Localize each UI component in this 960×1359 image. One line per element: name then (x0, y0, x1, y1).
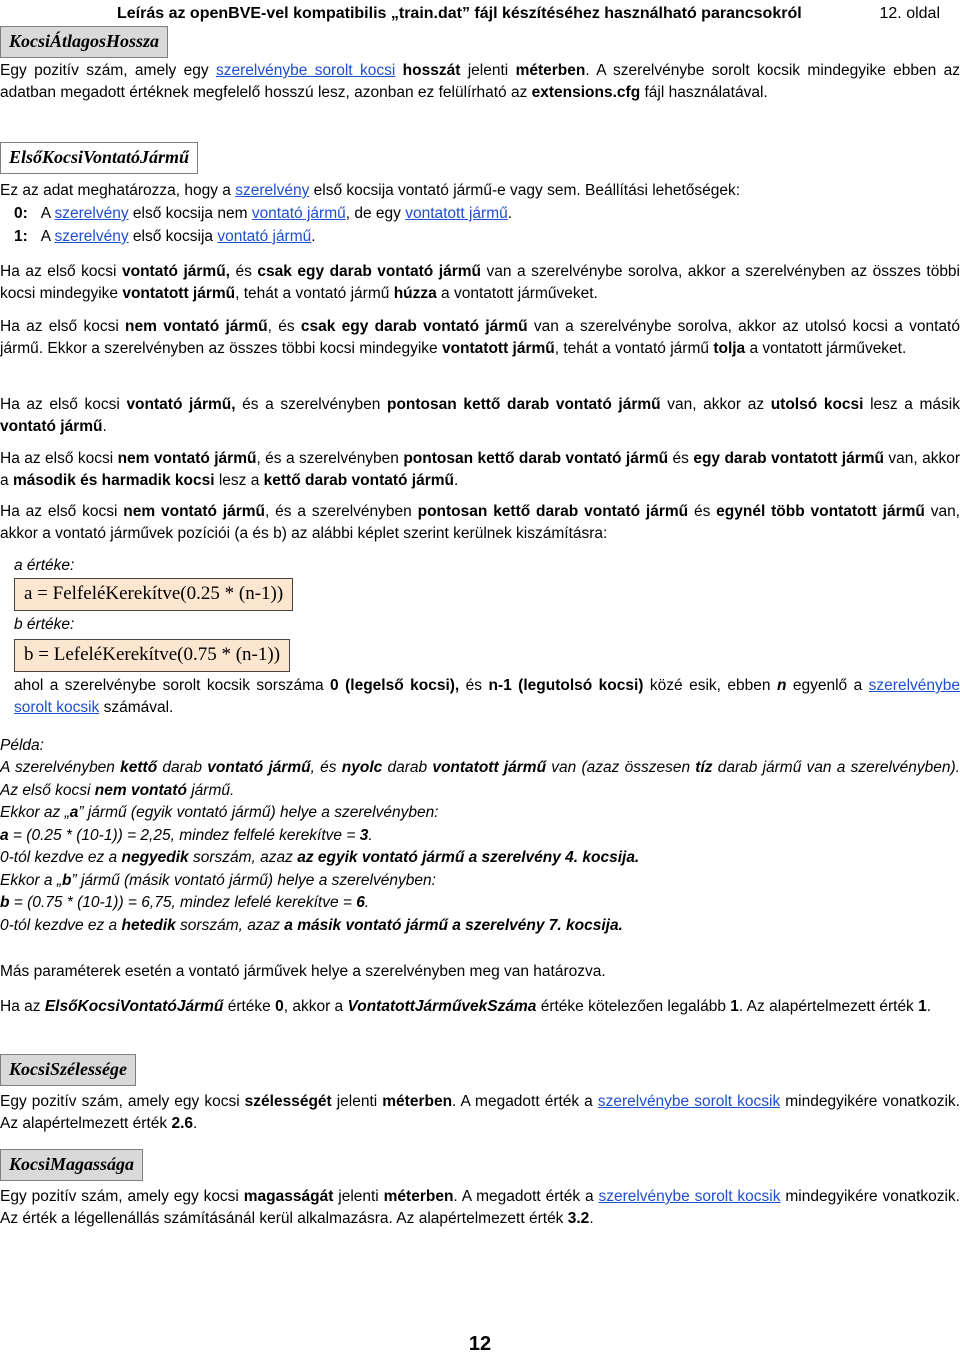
other-params-paragraph: Más paraméterek esetén a vontató járművek helye a szerelvényben meg van határozva. (0, 963, 606, 980)
section-body-kocsi-szelessege: Egy pozitív szám, amely egy kocsi szélességét jelenti méterben. A megadott érték a szerelvénybe sorolt kocsik mindegyikére vonatkozik. Az alapértelmezett érték 2.6. (0, 1093, 960, 1133)
b-value-label: b értéke: (14, 616, 75, 633)
link-szerelvenybe-sorolt-kocsik[interactable]: szerelvénybe sorolt kocsik (598, 1188, 781, 1205)
paragraph-1: Ha az első kocsi vontató jármű, és csak egy darab vontató jármű van a szerelvénybe sorolva, akkor a szerelvényben az összes többi kocsi mindegyike vontatott jármű, tehát a vontató jármű húzza a vontatott járműveket. (0, 263, 960, 303)
formula-a: a = FelfeléKerekítve(0.25 * (n-1)) (14, 578, 293, 611)
section-body-kocsi-magassaga: Egy pozitív szám, amely egy kocsi magasságát jelenti méterben. A megadott érték a szerelvénybe sorolt kocsik mindegyikére vonatkozik. Az érték a légellenállás számításánál kerül alkalmazásra. Az alapértelmezett érték 3.2. (0, 1188, 960, 1228)
default-value-paragraph: Ha az ElsőKocsiVontatóJármű értéke 0, akkor a VontatottJárművekSzáma értéke kötelezően legalább 1. Az alapértelmezett érték 1. (0, 998, 932, 1015)
link-vontato-jarmu[interactable]: vontató jármű (217, 228, 312, 245)
option-1: 1: A szerelvény első kocsija vontató jármű. (14, 228, 316, 245)
paragraph-3: Ha az első kocsi vontató jármű, és a szerelvényben pontosan kettő darab vontató jármű van, akkor az utolsó kocsi lesz a másik vontató jármű. (0, 396, 960, 436)
link-szerelveny[interactable]: szerelvény (54, 205, 129, 222)
link-vontatott-jarmu[interactable]: vontatott jármű (405, 205, 508, 222)
paragraph-5: Ha az első kocsi nem vontató jármű, és a szerelvényben pontosan kettő darab vontató jármű és egynél több vontatott jármű van, akkor a vontató járművek pozíciói (a és b) az alábbi képlet szerint kerülnek kiszámításra: (0, 503, 960, 543)
section-label-kocsi-atlagos-hossza: KocsiÁtlagosHossza (0, 26, 168, 58)
section-label-elso-kocsi-vontato-jarmu: ElsőKocsiVontatóJármű (0, 142, 198, 174)
example-block: Példa: A szerelvényben kettő darab vontató jármű, és nyolc darab vontatott jármű van (azaz összesen tíz darab jármű van a szerelvényben). Az első kocsi nem vontató jármű. Ekkor az „a” jármű (egyik vontató jármű) helye a szerelvényben: a = (0.25 * (10-1)) = 2,25, mindez felfelé kerekítve = 3. 0-tól kezdve ez a negyedik sorszám, azaz az egyik vontató jármű a szerelvény 4. kocsija. Ekkor a „b” jármű (másik vontató jármű) helye a szerelvényben: b = (0.75 * (10-1)) = 6,75, mindez lefelé kerekítve = 6. 0-tól kezdve ez a hetedik sorszám, azaz a másik vontató jármű a szerelvény 7. kocsija. (0, 737, 960, 934)
header-page-ref: 12. oldal (879, 5, 940, 22)
link-szerelvenybe-sorolt-kocsik[interactable]: szerelvénybe sorolt kocsik (597, 1093, 781, 1110)
link-vontato-jarmu[interactable]: vontató jármű (251, 205, 346, 222)
paragraph-2: Ha az első kocsi nem vontató jármű, és csak egy darab vontató jármű van a szerelvénybe sorolva, akkor az utolsó kocsi a vontató jármű. Ekkor a szerelvényben az összes többi kocsi mindegyike vontatott jármű, tehát a vontató jármű tolja a vontatott járműveket. (0, 318, 960, 358)
option-0: 0: A szerelvény első kocsija nem vontató jármű, de egy vontatott jármű. (14, 205, 513, 222)
header-title: Leírás az openBVE-vel kompatibilis „train.dat” fájl készítéséhez használható parancsokról (117, 5, 802, 22)
a-value-label: a értéke: (14, 557, 75, 574)
page-header (117, 2, 940, 25)
paragraph: Egy pozitív szám, amely egy szerelvénybe sorolt kocsi hosszát jelenti méterben. A szerelvénybe sorolt kocsik mindegyike ebben az adatban megadott értéknek megfelelő hosszú lesz, azonban ez felülírható az extensions.cfg fájl használatával. (0, 62, 960, 102)
paragraph-4: Ha az első kocsi nem vontató jármű, és a szerelvényben pontosan kettő darab vontató jármű és egy darab vontatott jármű van, akkor a második és harmadik kocsi lesz a kettő darab vontató jármű. (0, 450, 960, 490)
link-szerelveny[interactable]: szerelvény (54, 228, 129, 245)
link-szerelveny[interactable]: szerelvény (235, 182, 310, 199)
section-body-kocsi-atlagos-hossza (0, 60, 960, 105)
formula-b-box (14, 639, 290, 672)
link-szerelvenybe-sorolt-kocsik[interactable]: szerelvénybe sorolt kocsik (14, 677, 960, 717)
page-number: 12 (468, 1333, 492, 1355)
section-label-kocsi-magassaga: KocsiMagassága (0, 1149, 143, 1181)
section-intro: Ez az adat meghatározza, hogy a szerelvény első kocsija vontató jármű-e vagy sem. Beállítási lehetőségek: (0, 182, 741, 199)
section-label-kocsi-szelessege: KocsiSzélessége (0, 1054, 136, 1086)
formula-a-box (14, 578, 293, 611)
where-paragraph: ahol a szerelvénybe sorolt kocsik sorszáma 0 (legelső kocsi), és n-1 (legutolsó kocsi) közé esik, ebben n egyenlő a szerelvénybe sorolt kocsik számával. (14, 677, 960, 717)
link-szerelvenybe-sorolt-kocsi[interactable]: szerelvénybe sorolt kocsi (216, 62, 396, 79)
formula-b: b = LefeléKerekítve(0.75 * (n-1)) (14, 639, 290, 672)
example-title: Példa: (0, 737, 44, 754)
